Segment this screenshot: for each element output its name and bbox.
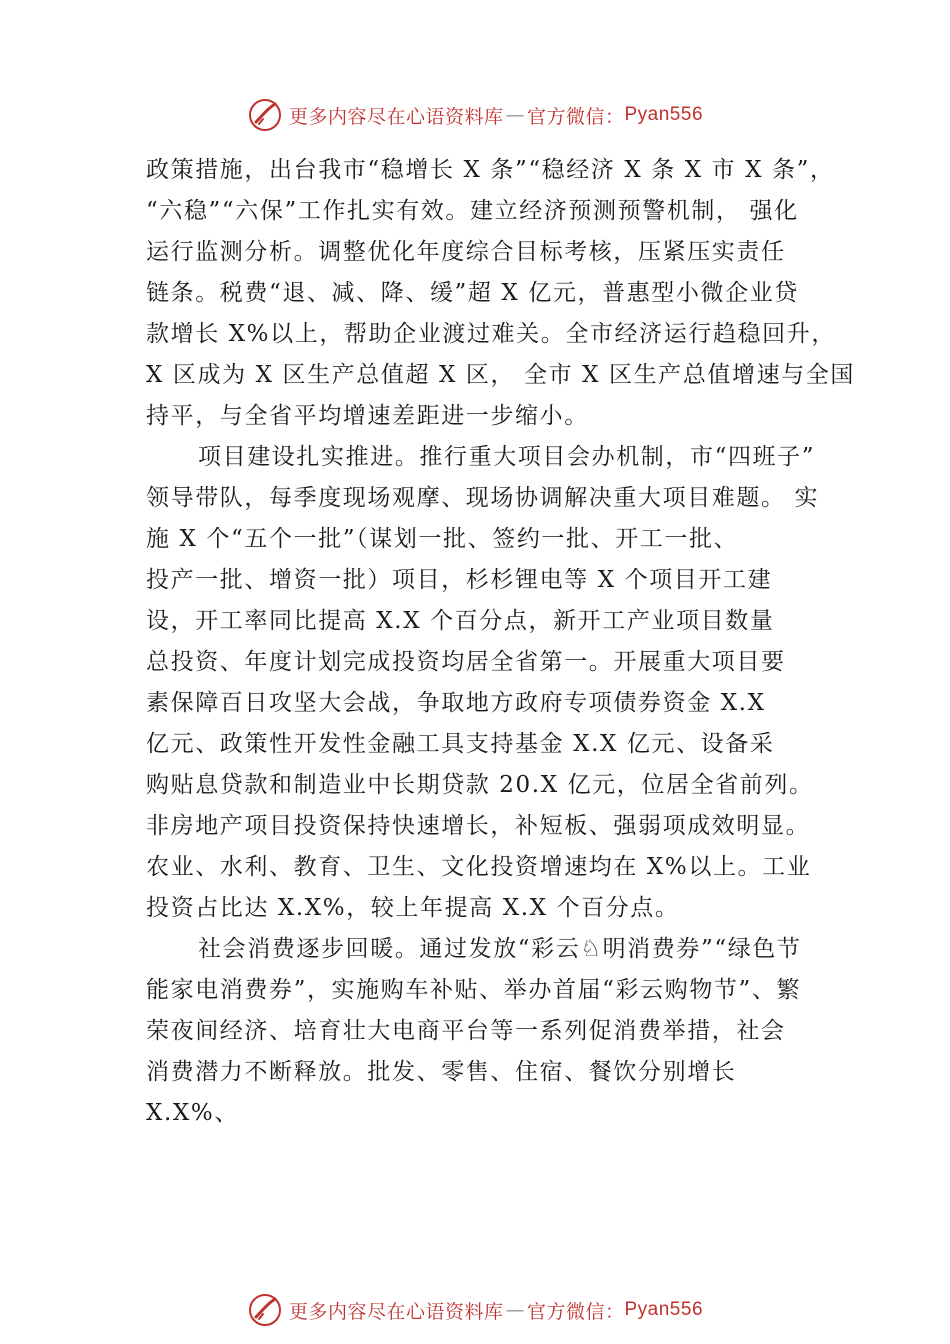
text-line: 社会消费逐步回暖。通过发放“彩云♘明消费券”“绿色节	[198, 936, 802, 962]
watermark-dash: —	[505, 104, 525, 126]
text-line: 能家电消费券”，实施购车补贴、举办首届“彩云购物节”、繁	[146, 977, 802, 1003]
text-line: 链条。税费“退、减、降、缓”超 X 亿元，普惠型小微企业贷	[146, 280, 799, 306]
document-body	[146, 150, 855, 1134]
text-line: 运行监测分析。调整优化年度综合目标考核，压紧压实责任	[146, 239, 786, 265]
watermark-logo-icon	[247, 97, 283, 133]
text-line: 总投资、年度计划完成投资均居全省第一。开展重大项目要	[146, 649, 786, 675]
header-watermark	[0, 95, 950, 135]
paragraph-1	[146, 150, 855, 437]
text-line: 项目建设扎实推进。推行重大项目会办机制，市“四班子”	[198, 444, 816, 470]
text-line: 非房地产项目投资保持快速增长，补短板、强弱项成效明显。	[146, 813, 811, 839]
text-line: “六稳”“六保”工作扎实有效。建立经济预测预警机制， 强化	[146, 198, 799, 224]
watermark-dash: —	[505, 1299, 525, 1321]
text-line: 素保障百日攻坚大会战，争取地方政府专项债券资金 X.X	[146, 690, 766, 716]
watermark-official-text: 官方微信：	[526, 105, 625, 128]
text-line: 投产一批、增资一批）项目，杉杉锂电等 X 个项目开工建	[146, 567, 773, 593]
text-line: 领导带队，每季度现场观摩、现场协调解决重大项目难题。 实	[146, 485, 820, 511]
text-line: 农业、水利、教育、卫生、文化投资增速均在 X%以上。工业	[146, 854, 812, 880]
text-line: X.X%、	[146, 1100, 239, 1126]
watermark-main-text: 更多内容尽在心语资料库	[288, 105, 504, 128]
text-line: 购贴息贷款和制造业中长期贷款 20.X 亿元，位居全省前列。	[146, 772, 814, 798]
paragraph-2	[146, 437, 826, 929]
text-line: 持平，与全省平均增速差距进一步缩小。	[146, 403, 589, 429]
text-line: 投资占比达 X.X%，较上年提高 X.X 个百分点。	[146, 895, 680, 921]
watermark-id: Pyan556	[624, 104, 704, 125]
text-line: 施 X 个“五个一批”（谋划一批、签约一批、开工一批、	[146, 526, 739, 552]
footer-watermark	[0, 1290, 950, 1330]
text-line: 政策措施，出台我市“稳增长 X 条”“稳经济 X 条 X 市 X 条”，	[146, 157, 835, 183]
watermark-official-text: 官方微信：	[526, 1300, 625, 1323]
paragraph-3	[146, 929, 826, 1134]
text-line: 荣夜间经济、培育壮大电商平台等一系列促消费举措，社会	[146, 1018, 786, 1044]
watermark-logo-icon	[247, 1292, 283, 1328]
text-line: 款增长 X%以上，帮助企业渡过难关。全市经济运行趋稳回升，	[146, 321, 836, 347]
watermark-id: Pyan556	[624, 1299, 704, 1320]
text-line: 消费潜力不断释放。批发、零售、住宿、餐饮分别增长	[146, 1059, 737, 1085]
text-line: X 区成为 X 区生产总值超 X 区， 全市 X 区生产总值增速与全国	[146, 362, 855, 388]
watermark-main-text: 更多内容尽在心语资料库	[288, 1300, 504, 1323]
text-line: 设，开工率同比提高 X.X 个百分点，新开工产业项目数量	[146, 608, 775, 634]
text-line: 亿元、政策性开发性金融工具支持基金 X.X 亿元、设备采	[146, 731, 775, 757]
